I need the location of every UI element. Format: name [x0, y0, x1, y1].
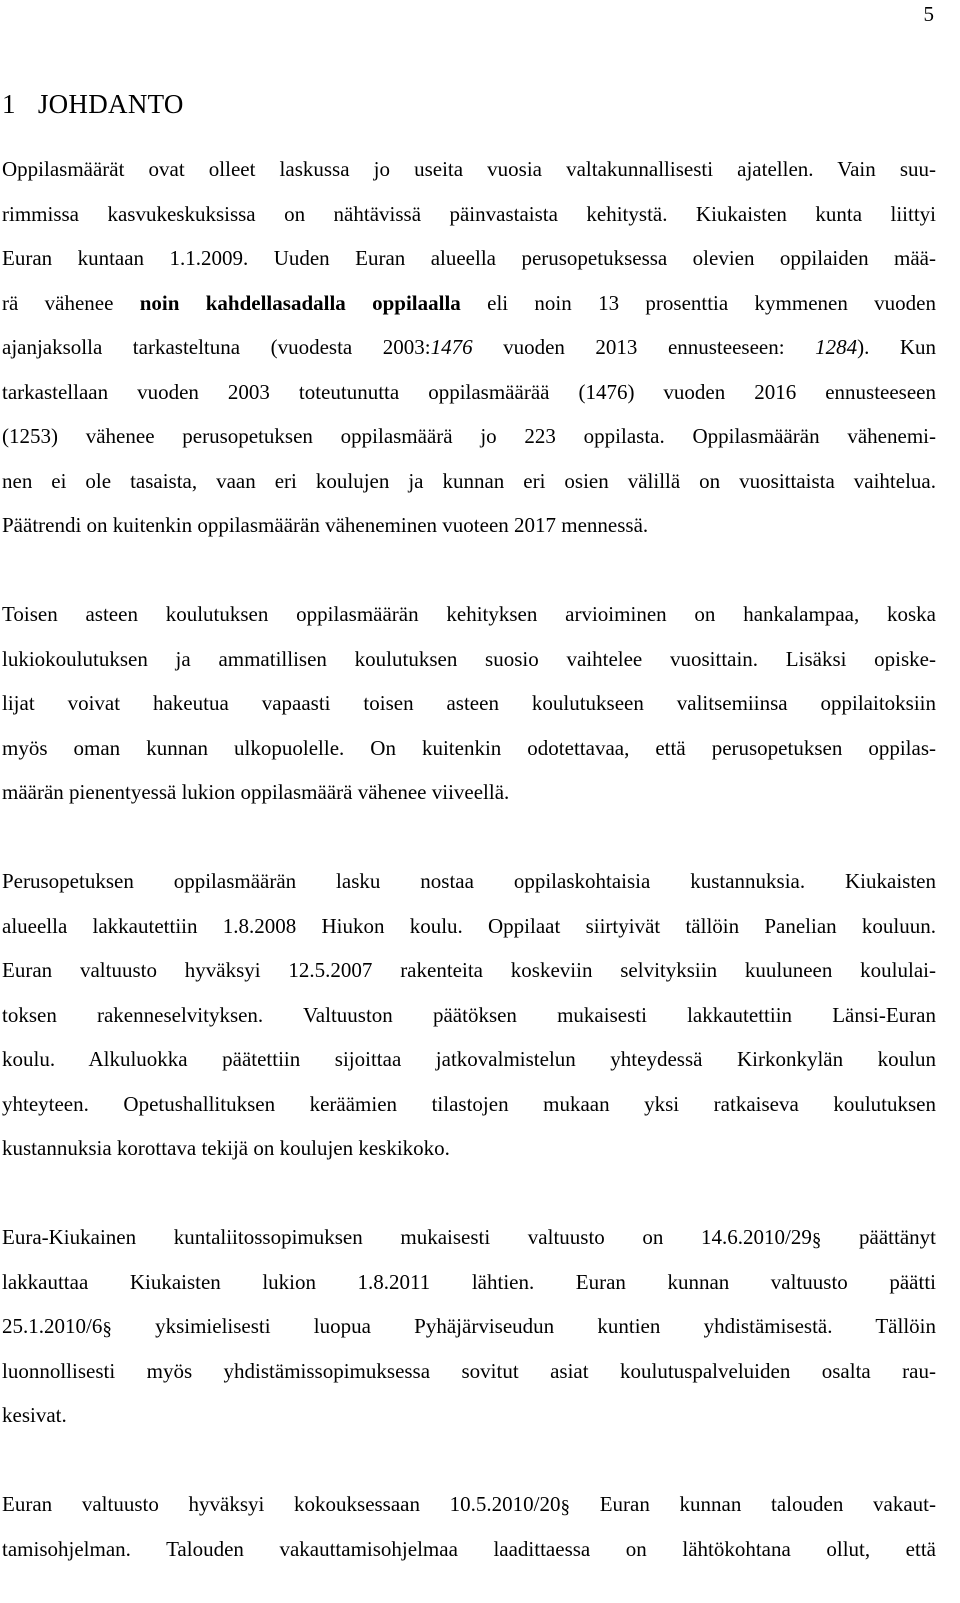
paragraph-merger-agreement	[2, 1215, 936, 1438]
text-run: yksimielisesti luopua Pyhäjärviseudun kuntien yhdistämisestä. Tällöin	[111, 1314, 936, 1338]
text-run: ). Kun	[857, 335, 936, 359]
text-run: Euran kunnan talouden vakaut-	[570, 1492, 936, 1516]
text-line: määrän pienentyessä lukion oppilasmäärä vähenee viiveellä.	[2, 780, 510, 804]
page-number: 5	[923, 2, 934, 26]
text-line: koulu. Alkuluokka päätettiin sijoittaa jatkovalmistelun yhteydessä Kirkonkylän koulun	[2, 1047, 936, 1071]
text-line	[2, 325, 936, 370]
section-sign: §	[560, 1497, 571, 1518]
text-run: rä vähenee	[2, 290, 140, 315]
text-line: tamisohjelman. Talouden vakauttamisohjelmaa laadittaessa on lähtökohtana ollut, että	[2, 1536, 936, 1561]
text-line: Päätrendi on kuitenkin oppilasmäärän väheneminen vuoteen 2017 mennessä.	[2, 513, 649, 537]
text-line: luonnollisesti myös yhdistämissopimuksessa sovitut asiat koulutuspalveluiden osalta rau-	[2, 1358, 936, 1383]
text-run: Eura-Kiukainen kuntaliitossopimuksen mukaisesti valtuusto on 14.6.2010/29	[2, 1225, 812, 1249]
text-run: vuoden 2013 ennusteeseen:	[472, 335, 816, 359]
text-line: yhteyteen. Opetushallituksen keräämien tilastojen mukaan yksi ratkaiseva koulutuksen	[2, 1091, 936, 1116]
text-run: 25.1.2010/6	[2, 1314, 103, 1338]
text-line	[2, 1482, 936, 1527]
paragraph-enrollment-decline	[2, 147, 936, 548]
text-run: ajanjaksolla tarkasteltuna (vuodesta 2003:	[2, 335, 431, 359]
text-run: eli noin 13 prosenttia kymmenen vuoden	[460, 290, 936, 315]
text-line	[2, 1215, 936, 1260]
paragraph-costs	[2, 859, 936, 1171]
text-line: toksen rakenneselvityksen. Valtuuston päätöksen mukaisesti lakkautettiin Länsi-Euran	[2, 1002, 936, 1027]
text-line: lijat voivat hakeutua vapaasti toisen asteen koulutukseen valitsemiinsa oppilaitoksiin	[2, 691, 936, 715]
text-line: Euran kuntaan 1.1.2009. Uuden Euran alueella perusopetuksessa olevien oppilaiden mää-	[2, 246, 936, 270]
heading-title: JOHDANTO	[37, 89, 184, 119]
text-line: lakkauttaa Kiukaisten lukion 1.8.2011 lähtien. Euran kunnan valtuusto päätti	[2, 1269, 936, 1294]
heading-number: 1	[2, 89, 16, 119]
bold-emphasis: noin kahdellasadalla oppilaalla	[139, 290, 461, 315]
section-sign: §	[811, 1230, 822, 1251]
text-line: Oppilasmäärät ovat olleet laskussa jo useita vuosia valtakunnallisesti ajatellen. Vain suu-	[2, 157, 936, 181]
text-line: Toisen asteen koulutuksen oppilasmäärän kehityksen arvioiminen on hankalampaa, koska	[2, 602, 936, 626]
section-heading	[2, 86, 184, 122]
text-line: myös oman kunnan ulkopuolelle. On kuitenkin odotettavaa, että perusopetuksen oppilas-	[2, 735, 936, 760]
text-line: Perusopetuksen oppilasmäärän lasku nostaa oppilaskohtaisia kustannuksia. Kiukaisten	[2, 869, 936, 893]
italic-figure: 1284	[815, 335, 858, 359]
paragraph-upper-secondary	[2, 592, 936, 815]
text-line: alueella lakkautettiin 1.8.2008 Hiukon koulu. Oppilaat siirtyivät tällöin Panelian kouluun.	[2, 913, 936, 938]
text-line	[2, 281, 936, 326]
italic-figure: 1476	[430, 335, 473, 359]
text-line: nen ei ole tasaista, vaan eri koulujen ja kunnan eri osien välillä on vuosittaista vaihtelua.	[2, 468, 936, 493]
text-line: lukiokoulutuksen ja ammatillisen koulutuksen suosio vaihtelee vuosittain. Lisäksi opiske-	[2, 646, 936, 671]
text-line: tarkastellaan vuoden 2003 toteutunutta oppilasmäärää (1476) vuoden 2016 ennusteeseen	[2, 379, 936, 404]
body-text	[2, 147, 936, 1571]
text-line: kesivat.	[2, 1403, 67, 1427]
text-line: rimmissa kasvukeskuksissa on nähtävissä päinvastaista kehitystä. Kiukaisten kunta liittyi	[2, 201, 936, 226]
text-line: Euran valtuusto hyväksyi 12.5.2007 rakenteita koskeviin selvityksiin kuuluneen koululai-	[2, 958, 936, 982]
text-run: päättänyt	[821, 1225, 936, 1249]
text-run: Euran valtuusto hyväksyi kokouksessaan 10.5.2010/20	[2, 1492, 561, 1516]
text-line: kustannuksia korottava tekijä on koulujen keskikoko.	[2, 1136, 450, 1160]
section-sign: §	[102, 1319, 112, 1340]
text-line: (1253) vähenee perusopetuksen oppilasmäärä jo 223 oppilasta. Oppilasmäärän vähenemi-	[2, 424, 936, 448]
text-line	[2, 1304, 936, 1349]
paragraph-stabilisation-programme	[2, 1482, 936, 1571]
